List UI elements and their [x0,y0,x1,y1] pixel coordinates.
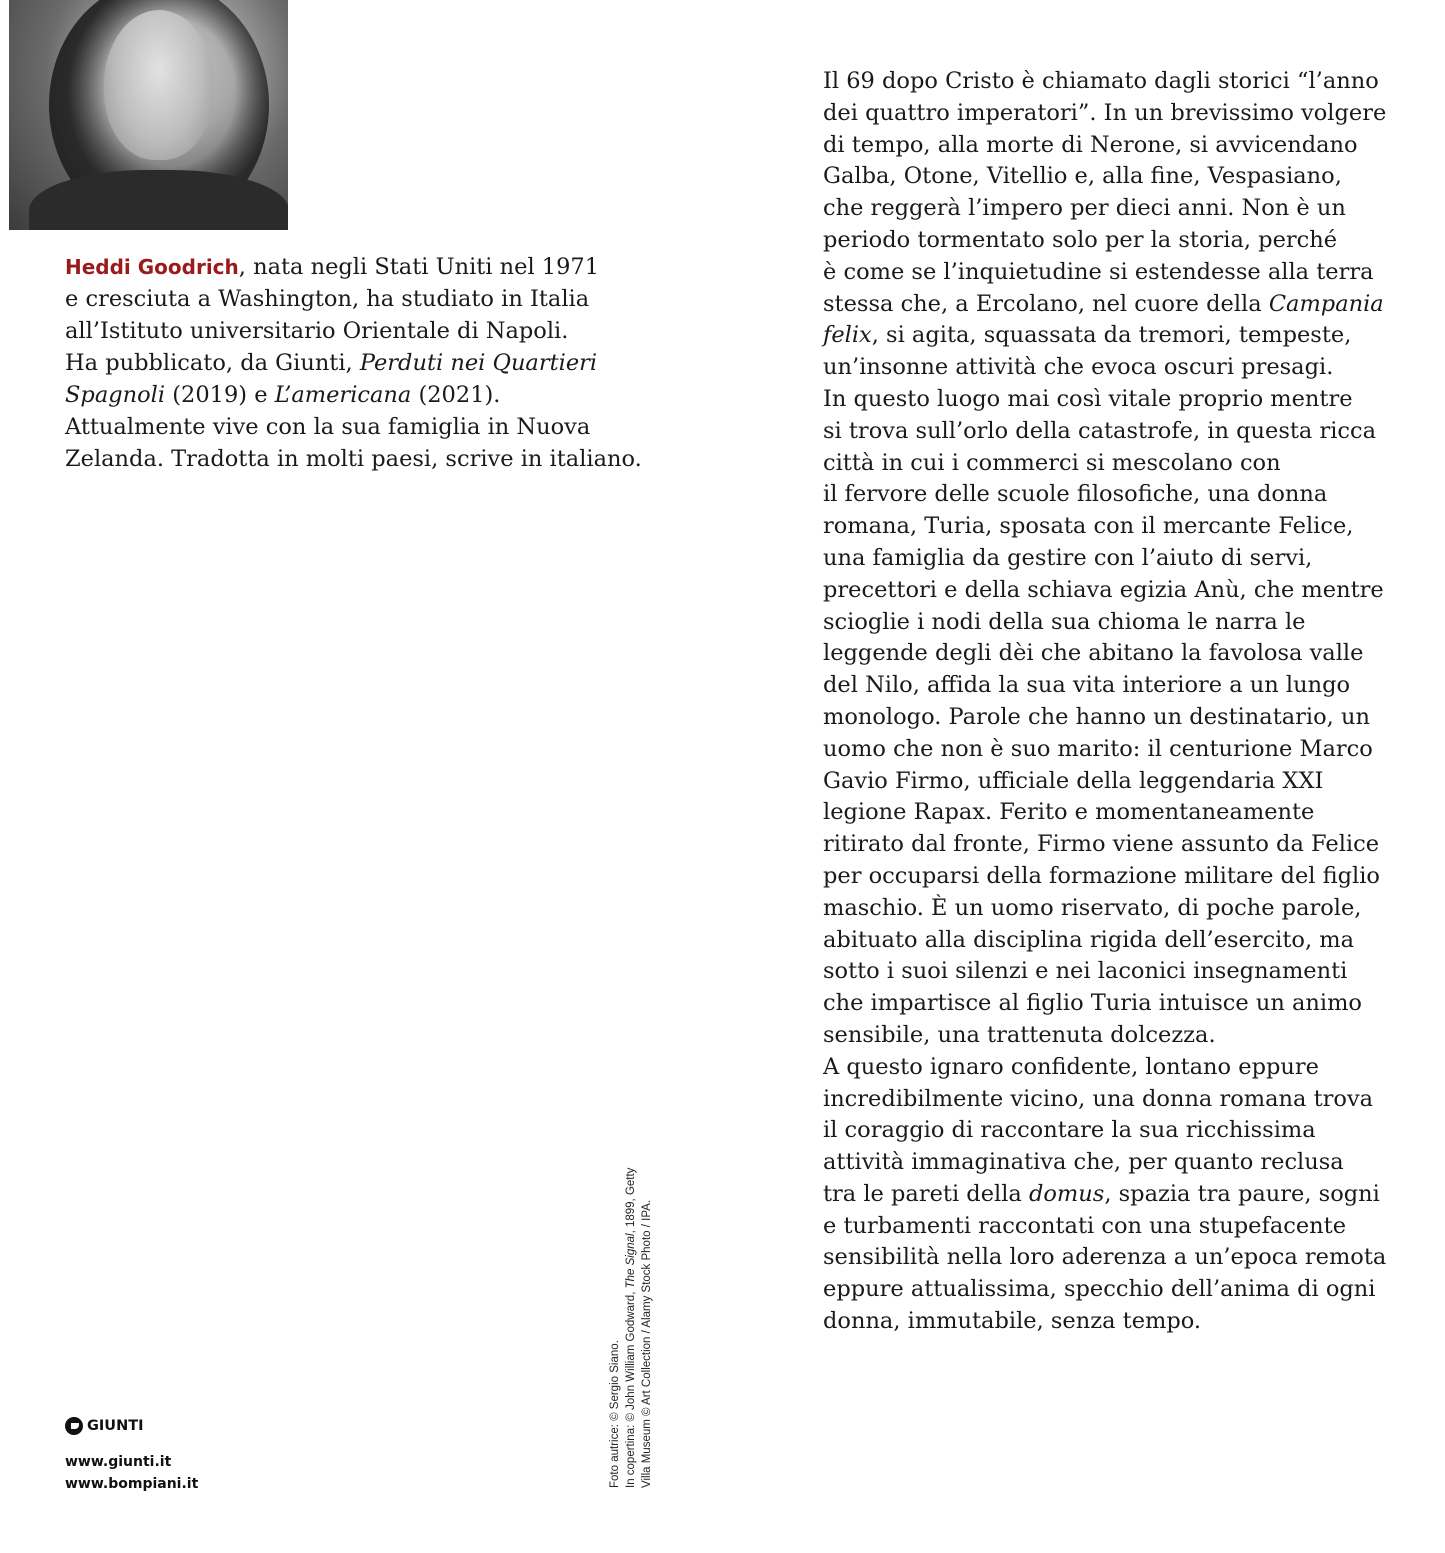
blurb-line: città in cui i commerci si mescolano con [823,449,1281,476]
bio-line: Attualmente vive con la sua famiglia in Nuova [65,414,591,440]
blurb-line: donna, immutabile, senza tempo. [823,1308,1202,1335]
blurb-line: A questo ignaro confidente, lontano eppure [823,1053,1319,1080]
blurb-line: Il 69 dopo Cristo è chiamato dagli storici “l’anno [823,68,1379,94]
blurb-line: che reggerà l’impero per dieci anni. Non è un [823,195,1346,222]
blurb-line: sensibilità nella loro aderenza a un’epoca remota [823,1244,1387,1271]
blurb-line: incredibilmente vicino, una donna romana trova [823,1085,1374,1112]
blurb-line: romana, Turia, sposata con il mercante Felice, [823,513,1354,540]
publisher-links [65,1451,198,1495]
blurb-line: del Nilo, affida la sua vita interiore a un lungo [823,672,1351,699]
blurb-line: maschio. È un uomo riservato, di poche parole, [823,894,1362,921]
blurb-line: In questo luogo mai così vitale proprio mentre [823,385,1353,412]
credit-line: Foto autrice: © Sergio Siano. [609,1340,621,1488]
blurb-line: e turbamenti raccontati con una stupefacente [823,1212,1347,1239]
bio-line: Spagnoli (2019) e L’americana (2021). [65,382,501,408]
blurb-line: il coraggio di raccontare la sua ricchissima [823,1117,1316,1144]
blurb-line: che impartisce al figlio Turia intuisce un animo [823,990,1362,1017]
blurb-line: Gavio Firmo, ufficiale della leggendaria XXI [823,767,1324,794]
blurb-line: sensibile, una trattenuta dolcezza. [823,1021,1216,1048]
blurb-line: scioglie i nodi della sua chioma le narra le [823,608,1306,635]
blurb-line: felix, si agita, squassata da tremori, tempeste, [823,322,1352,349]
blurb-line: attività immaginativa che, per quanto reclusa [823,1149,1344,1176]
credit-line: Villa Museum © Art Collection / Alamy Stock Photo / IPA. [641,1200,653,1488]
blurb-line: Galba, Otone, Vitellio e, alla fine, Vespasiano, [823,163,1342,190]
blurb-line: stessa che, a Ercolano, nel cuore della Campania [823,290,1384,317]
blurb-line: legione Rapax. Ferito e momentaneamente [823,799,1315,826]
blurb-line: ritirato dal fronte, Firmo viene assunto da Felice [823,831,1380,858]
blurb-line: il fervore delle scuole filosofiche, una donna [823,481,1328,508]
back-cover-blurb [823,66,1423,1338]
credit-line: In copertina: © John William Godward, The Signal, 1899, Getty [625,1167,637,1488]
blurb-line: di tempo, alla morte di Nerone, si avvicendano [823,131,1358,158]
bio-line: Ha pubblicato, da Giunti, Perduti nei Quartieri [65,350,598,376]
blurb-line: abituato alla disciplina rigida dell’esercito, ma [823,926,1355,953]
blurb-line: si trova sull’orlo della catastrofe, in questa ricca [823,417,1377,444]
blurb-line: precettori e della schiava egizia Anù, che mentre [823,576,1384,603]
blurb-line: sotto i suoi silenzi e nei laconici insegnamenti [823,958,1348,985]
bio-line: Zelanda. Tradotta in molti paesi, scrive in italiano. [65,446,642,472]
bio-line: all’Istituto universitario Orientale di Napoli. [65,318,569,344]
blurb-line: è come se l’inquietudine si estendesse alla terra [823,258,1374,285]
author-photo [9,0,288,230]
photo-body [29,170,288,230]
photo-face [104,10,214,160]
blurb-line: uomo che non è suo marito: il centurione Marco [823,735,1373,762]
bio-line: Heddi Goodrich, nata negli Stati Uniti nel 1971 [65,254,600,280]
blurb-line: una famiglia da gestire con l’aiuto di servi, [823,544,1313,571]
blurb-line: monologo. Parole che hanno un destinatario, un [823,703,1370,730]
link-bompiani[interactable]: www.bompiani.it [65,1476,199,1492]
blurb-line: un’insonne attività che evoca oscuri presagi. [823,354,1334,381]
blurb-line: dei quattro imperatori”. In un brevissimo volgere [823,99,1387,126]
blurb-line: tra le pareti della domus, spazia tra paure, sogni [823,1180,1380,1207]
author-name: Heddi Goodrich [65,255,239,279]
link-giunti[interactable]: www.giunti.it [65,1454,172,1470]
blurb-line: per occuparsi della formazione militare del figlio [823,862,1380,889]
blurb-line: leggende degli dèi che abitano la favolosa valle [823,640,1364,667]
blurb-line: periodo tormentato solo per la storia, perché [823,226,1338,253]
image-credits [607,1168,655,1488]
author-bio [65,251,645,475]
giunti-logo [65,1416,144,1436]
blurb-line: eppure attualissima, specchio dell’anima di ogni [823,1276,1376,1303]
giunti-logo-text: GIUNTI [87,1418,144,1434]
giunti-logo-icon [65,1417,83,1435]
bio-line: e cresciuta a Washington, ha studiato in Italia [65,286,590,312]
